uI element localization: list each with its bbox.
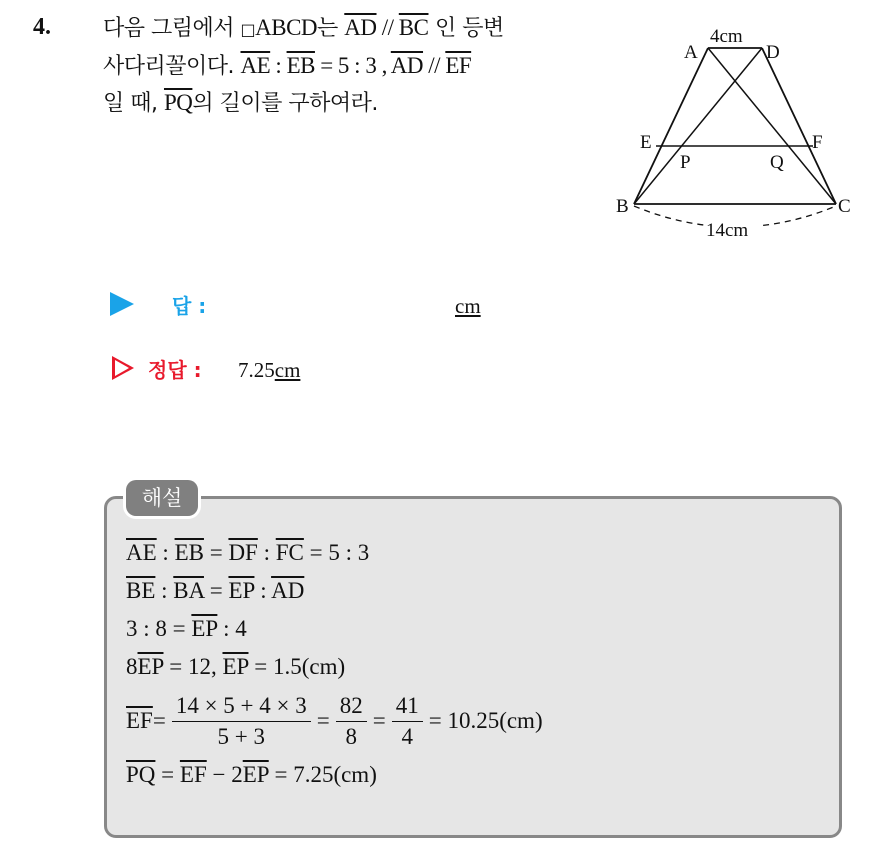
side-dc xyxy=(762,48,836,204)
question-text xyxy=(103,10,593,122)
outline-triangle-icon xyxy=(112,356,134,380)
solution-line-3: 3 : $8 = \overline{EP}$ : 4 xyxy=(126,616,247,641)
correct-answer-label: 정답 : xyxy=(148,358,202,382)
label-top-length: 4cm xyxy=(710,26,743,47)
question-line-2: 사다리꼴이다. $\overline{AE}$ : $\overline{EB} = 5$ : 3 , $\overline{AD} // \overline{EF}$ xyxy=(103,53,472,79)
segment-ad: $\overline{AD}$ xyxy=(344,15,377,40)
label-f: F xyxy=(812,132,823,153)
side-ab xyxy=(634,48,708,204)
correct-answer-value: 7.25cm xyxy=(238,358,301,382)
solution-line-2: $\overline{BE}$ : $\overline{BA} = \overline{EP}$ : $\overline{AD}$ xyxy=(126,578,305,603)
solution-tag: 해설 xyxy=(126,480,198,516)
solution-line-6: $\overline{PQ} = \overline{EF} - 2\overline{EP} = 7.25(cm)$ xyxy=(126,762,377,787)
play-triangle-icon xyxy=(110,292,134,316)
label-d: D xyxy=(766,42,780,63)
label-p: P xyxy=(680,152,691,173)
diagonal-ac xyxy=(708,48,836,204)
question-line-3: 일 때, $\overline{PQ}$의 길이를 구하여라. xyxy=(103,90,378,116)
question-number: 4. xyxy=(33,14,51,40)
solution-line-1: $\overline{AE}$ : $\overline{EB} = \overline{DF}$ : $\overline{FC} = 5$ : 3 xyxy=(126,540,370,565)
segment-pq: $\overline{PQ}$ xyxy=(163,90,193,115)
label-b: B xyxy=(616,196,629,217)
fraction-2: $\frac{82}{8}$ xyxy=(336,693,367,750)
question-line-1: 다음 그림에서 □ABCD는 $\overline{AD} // \overline{BC}$ 인 등변 xyxy=(103,15,504,41)
segment-bc: $\overline{BC}$ xyxy=(398,15,429,40)
label-bottom-length: 14cm xyxy=(706,220,749,241)
label-q: Q xyxy=(770,152,784,173)
solution-line-5: $\overline{EF}$ = $\frac{14 \times 5 + 4 \times 3}{5 + 3}$ = $\frac{82}{8}$ = $\frac{41}{4}$ = 10.25(cm) xyxy=(126,692,543,749)
solution-lines xyxy=(126,534,826,794)
label-e: E xyxy=(640,132,652,153)
correct-answer-row xyxy=(110,352,530,388)
label-a: A xyxy=(684,42,698,63)
diagonal-bd xyxy=(634,48,762,204)
solution-line-4: $8\overline{EP} = 12$, $\overline{EP} = 1.5(cm)$ xyxy=(126,654,346,679)
fraction-3: $\frac{41}{4}$ xyxy=(392,693,423,750)
label-c: C xyxy=(838,196,851,217)
fraction-1: $\frac{14 \times 5 + 4 \times 3}{5 + 3}$ xyxy=(172,693,311,750)
square-symbol: □ xyxy=(240,20,256,39)
answer-row xyxy=(110,288,530,324)
answer-label: 답 : xyxy=(172,294,207,318)
answer-unit: cm xyxy=(455,294,481,318)
trapezoid-figure xyxy=(612,22,862,244)
